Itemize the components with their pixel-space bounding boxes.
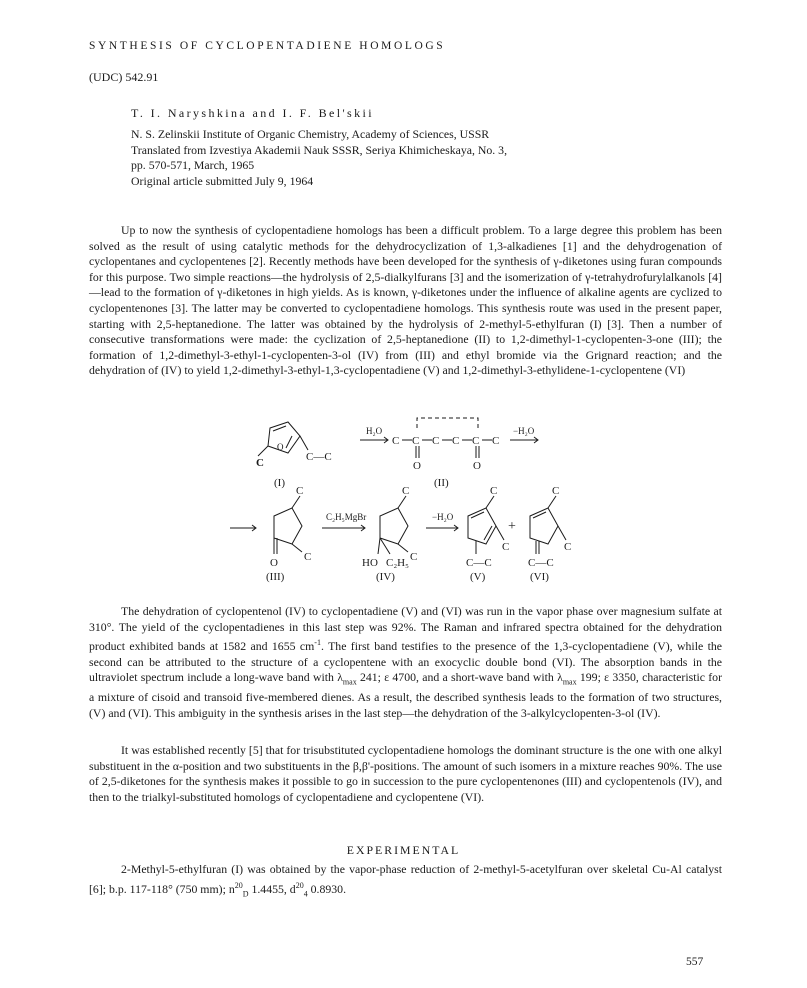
- reagent-dehydration: −H₂O: [513, 426, 535, 436]
- plus-sign: +: [508, 519, 516, 534]
- affiliation-line: N. S. Zelinskii Institute of Organic Chemistry, Academy of Sciences, USSR: [131, 127, 490, 141]
- text-run: 0.8930.: [307, 881, 347, 896]
- substituent-methyl: C: [296, 485, 304, 497]
- text-run: The dehydration of cyclopentenol (IV) to cyclopentadiene (V) and (VI) was run in the vapor phase over magnesium sulfate at 310°. The yield of the cyclopentadienes in this last step was 92%. The Raman and infrared spectra obtained for the dehydration product exhibited bands at 1582 and 1655 cm: [89, 604, 722, 654]
- reagent-dehydration: −H₂O: [432, 512, 454, 522]
- ethyl-group: C—C: [306, 451, 332, 463]
- substituent-methyl: C: [402, 485, 410, 497]
- substituent-methyl: C: [410, 551, 418, 563]
- affiliation-line: pp. 570-571, March, 1965: [131, 158, 255, 172]
- chain-atom: C: [452, 435, 460, 447]
- superscript: 20: [234, 880, 243, 890]
- subscript: D: [242, 888, 249, 898]
- label-II: (II): [434, 477, 449, 489]
- superscript: 20: [295, 880, 304, 890]
- text-run: 199; ε 3350, characteristic for a mixture of cisoid and transoid five-membered dienes. As a result, the described synthesis leads to the formation of two structures, (V) and (VI). This ambiguity in the synthesis arises in the last step—the dehydration of the 3-alkylcyclopenten-3-ol (IV).: [89, 670, 723, 720]
- paragraph-structure: [89, 743, 722, 805]
- paragraph-text: Up to now the synthesis of cyclopentadiene homologs has been a difficult problem. To a large degree this problem has been solved as the result of using catalytic methods for the dehydrocyclization of 1,3-alkadienes [1] and the dehydrogenation of cyclopentanes and cyclopentenes [2]. Recently methods have been developed for the synthesis of γ-diketones using furan compounds for this purpose. Two simple reactions—the hydrolysis of 2,5-dialkylfurans [3] and the isomerization of γ-tetrahydrofurylalkanols [4]—lead to the formation of γ-diketones in high yields. As is known, γ-diketones under the influence of alkaline agents are cyclized to cyclopentenones [3]. The latter may be converted to cyclopentadiene homologs. This synthesis route was used in the present paper, starting with 2,5-heptanedione. The latter was obtained by the hydrolysis of 2-methyl-5-ethylfuran (I) [3]. Then a number of consecutive transformations were made: the cyclization of 2,5-heptanedione (II) to 1,2-dimethyl-1-cyclopenten-3-one (III); the formation of 1,2-dimethyl-3-ethyl-1-cyclopenten-3-ol (IV) from (III) and ethyl bromide via the Grignard reaction; and the dehydration of (IV) to yield 1,2-dimethyl-3-ethyl-1,3-cyclopentadiene (V) and 1,2-dimethyl-3-ethylidene-1-cyclopentene (VI): [89, 223, 722, 378]
- authors: T. I. Naryshkina and I. F. Bel'skii: [131, 106, 374, 120]
- substituent-methyl: C: [564, 541, 572, 553]
- reagent-water: H₂O: [366, 426, 383, 436]
- running-title: SYNTHESIS OF CYCLOPENTADIENE HOMOLOGS: [89, 40, 446, 52]
- label-IV: (IV): [376, 571, 395, 583]
- text-run: 1.4455, d: [248, 881, 296, 896]
- substituent-methyl: C: [490, 485, 498, 497]
- text-run: . The first band testifies to the presence of the 1,3-cyclopentadiene (V), while the second can be attributed to the structure of a cyclopentene with an exocyclic double bond (VI). The absorption bands in the ultraviolet spectrum include a long-wave band with λ: [89, 639, 722, 685]
- paragraph-text: It was established recently [5] that for trisubstituted cyclopentadiene homologs the dominant structure is the one with one alkyl substituent in the α-position and two substituents in the β,β'-positions. The amount of such isomers in a mixture reaches 90%. The use of 2,5-diketones for the synthesis makes it possible to go in succession to the pure cyclopentenones (III) and cyclopentenols (IV), and then to the trialkyl-substituted homologs of cyclopentadiene and cyclopentene (VI).: [89, 743, 722, 804]
- methyl-label: C: [256, 457, 264, 469]
- paragraph-intro: [89, 223, 722, 379]
- chain-atom: C: [472, 435, 480, 447]
- chain-atom: C: [492, 435, 500, 447]
- reagent-grignard: C₂H₅MgBr: [326, 512, 367, 522]
- substituent-methyl: C: [304, 551, 312, 563]
- label-III: (III): [266, 571, 285, 583]
- ethyl-label: C₂H₅: [386, 557, 409, 569]
- ring-IV: [380, 508, 408, 544]
- affiliation-block: [131, 127, 507, 189]
- hydroxyl-label: HO: [362, 557, 378, 569]
- substituent-methyl: C: [552, 485, 560, 497]
- udc-code: (UDC) 542.91: [89, 70, 159, 84]
- experimental-heading: EXPERIMENTAL: [346, 843, 461, 857]
- ring-III: [274, 508, 302, 544]
- carbonyl-oxygen: O: [473, 460, 481, 472]
- page-number: 557: [686, 956, 704, 968]
- paragraph-text: [89, 604, 722, 721]
- paragraph-dehydration: [89, 604, 722, 721]
- substituent-methyl: C: [502, 541, 510, 553]
- chain-atom: C: [392, 435, 400, 447]
- subscript: max: [562, 677, 577, 687]
- label-V: (V): [470, 571, 486, 583]
- chain-atom: C: [412, 435, 420, 447]
- carbonyl-oxygen: O: [413, 460, 421, 472]
- subscript: max: [342, 677, 357, 687]
- label-I: (I): [274, 477, 285, 489]
- superscript: -1: [314, 638, 321, 648]
- affiliation-line: Original article submitted July 9, 1964: [131, 173, 314, 188]
- ethyl-chain: C—C: [466, 557, 492, 569]
- furan-oxygen: O: [277, 442, 284, 452]
- ketone-oxygen: O: [270, 557, 278, 569]
- label-VI: (VI): [530, 571, 549, 583]
- reaction-scheme: [230, 408, 610, 588]
- affiliation-line: Translated from Izvestiya Akademii Nauk SSSR, Seriya Khimicheskaya, No. 3,: [131, 142, 508, 157]
- chain-atom: C: [432, 435, 440, 447]
- ethylidene-chain: C—C: [528, 557, 554, 569]
- text-run: 2-Methyl-5-ethylfuran (I) was obtained by the vapor-phase reduction of 2-methyl-5-acetylfuran over skeletal Cu-Al catalyst [6]; b.p. 117-118° (750 mm); n: [89, 862, 722, 896]
- paragraph-experimental: [89, 862, 722, 901]
- subscript: 4: [303, 888, 308, 898]
- paragraph-text: [89, 862, 722, 901]
- text-run: 241; ε 4700, and a short-wave band with λ: [356, 670, 563, 685]
